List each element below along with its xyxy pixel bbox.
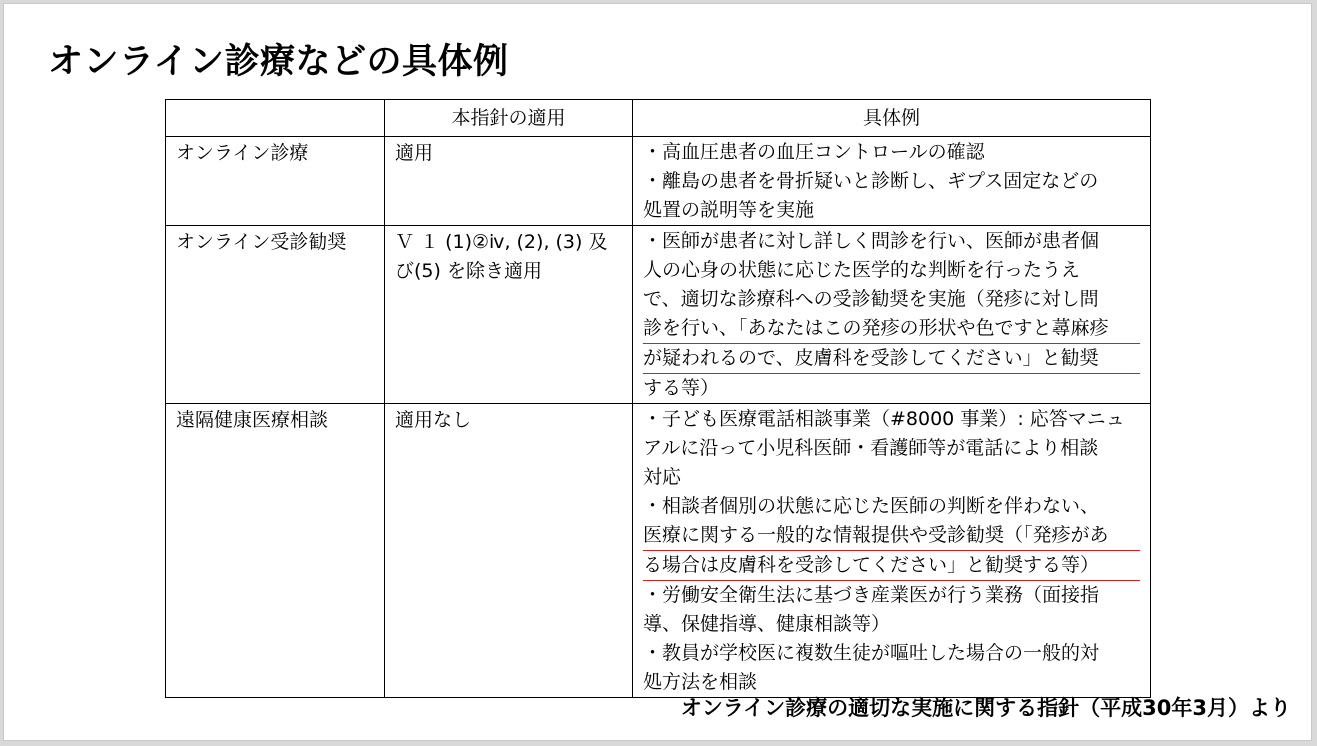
applicability-line: Ｖ １ (1)②ⅳ, (2), (3) 及: [395, 231, 608, 253]
example-line: ・教員が学校医に複数生徒が嘔吐した場合の一般的対: [643, 642, 1100, 664]
example-line: で、適切な診療科への受診勧奨を実施（発疹に対し問: [643, 288, 1099, 310]
table-row: [166, 404, 1151, 698]
header-row: [166, 100, 1151, 137]
example-line: ・子ども医療電話相談事業（#8000 事業）: 応答マニュ: [643, 408, 1125, 430]
row-name: 遠隔健康医療相談: [166, 404, 385, 698]
header-blank: [166, 100, 385, 137]
row-applicability: 適用: [385, 137, 633, 226]
row-applicability: [385, 226, 633, 404]
highlighted-example-line: 診を行い、「あなたはこの発疹の形状や色ですと蕁麻疹: [643, 314, 1140, 344]
examples-table: [165, 99, 1151, 698]
example-line: ・相談者個別の状態に応じた医師の判断を伴わない、: [643, 495, 1100, 517]
highlighted-example-line: る場合は皮膚科を受診してください」と勧奨する等）: [643, 551, 1140, 581]
example-line: 対応: [643, 466, 682, 488]
highlighted-example-line: 医療に関する一般的な情報提供や受診勧奨（「発疹があ: [643, 521, 1140, 551]
source-citation: オンライン診療の適切な実施に関する指針（平成30年3月）より: [680, 696, 1291, 720]
slide: [3, 3, 1312, 741]
header-examples: 具体例: [633, 100, 1151, 137]
row-examples: [633, 137, 1151, 226]
example-line: 導、保健指導、健康相談等）: [643, 613, 891, 635]
example-line: 処置の説明等を実施: [643, 199, 815, 221]
highlighted-example-line: が疑われるので、皮膚科を受診してください」と勧奨: [643, 344, 1140, 374]
example-line: ・労働安全衛生法に基づき産業医が行う業務（面接指: [643, 584, 1100, 606]
row-examples: [633, 226, 1151, 404]
table-row: [166, 226, 1151, 404]
example-line: アルに沿って小児科医師・看護師等が電話により相談: [643, 437, 1099, 459]
table-row: [166, 137, 1151, 226]
applicability-line: び(5) を除き適用: [395, 260, 542, 282]
example-line: 処方法を相談: [643, 671, 758, 693]
header-applicability: 本指針の適用: [385, 100, 633, 137]
row-name: オンライン診療: [166, 137, 385, 226]
example-line: する等）: [643, 377, 720, 399]
row-applicability: 適用なし: [385, 404, 633, 698]
example-line: ・医師が患者に対し詳しく問診を行い、医師が患者個: [643, 230, 1100, 252]
example-line: ・高血圧患者の血圧コントロールの確認: [643, 141, 985, 163]
example-line: 人の心身の状態に応じた医学的な判断を行ったうえ: [643, 259, 1081, 281]
row-examples: [633, 404, 1151, 698]
example-line: ・離島の患者を骨折疑いと診断し、ギプス固定などの: [643, 170, 1099, 192]
slide-title: オンライン診療などの具体例: [48, 42, 509, 82]
row-name: オンライン受診勧奨: [166, 226, 385, 404]
